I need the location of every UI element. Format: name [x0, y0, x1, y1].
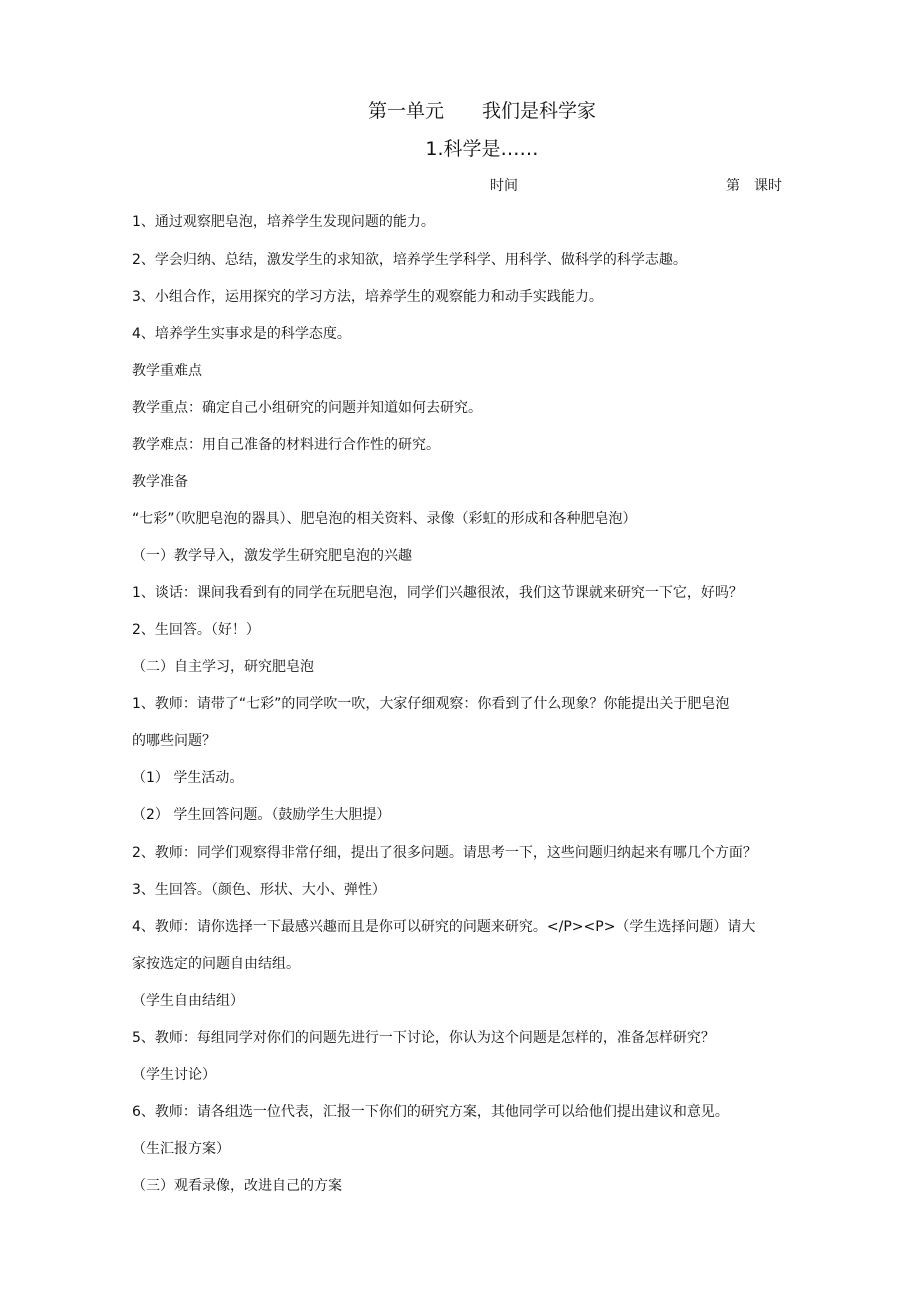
- section-heading: 教学准备: [132, 474, 188, 490]
- period-prefix: 第: [726, 178, 740, 194]
- unit-heading: [22, 97, 920, 125]
- body-line: 4、教师：请你选择一下最感兴趣而且是你可以研究的问题来研究。</P><P>（学生选择问题）请大: [132, 919, 756, 935]
- body-line: 1、通过观察肥皂泡，培养学生发现问题的能力。: [132, 214, 435, 230]
- body-line: （学生自由结组）: [132, 993, 244, 1009]
- time-label: 时间: [490, 178, 518, 194]
- body-line: 家按选定的问题自由结组。: [132, 956, 300, 972]
- body-line: （生汇报方案）: [132, 1141, 230, 1157]
- body-line: （2） 学生回答问题。（鼓励学生大胆提）: [132, 807, 391, 823]
- body-line: 2、学会归纳、总结，激发学生的求知欲，培养学生学科学、用科学、做科学的科学志趣。: [132, 252, 687, 268]
- body-line: 的哪些问题？: [132, 733, 216, 749]
- period-label: [726, 176, 782, 196]
- section-heading: 教学重难点: [132, 363, 202, 379]
- unit-title: 我们是科学家: [482, 100, 597, 122]
- unit-number: 第一单元: [367, 100, 444, 122]
- body-line: 4、培养学生实事求是的科学态度。: [132, 326, 351, 342]
- body-line: 教学难点：用自己准备的材料进行合作性的研究。: [132, 437, 440, 453]
- body-line: （学生讨论）: [132, 1067, 216, 1083]
- body-line: 2、教师：同学们观察得非常仔细，提出了很多问题。请思考一下，这些问题归纳起来有哪几个方面？: [132, 845, 757, 861]
- section-heading: （二）自主学习，研究肥皂泡: [132, 659, 314, 675]
- body-line: 5、教师：每组同学对你们的问题先进行一下讨论，你认为这个问题是怎样的，准备怎样研究？: [132, 1030, 715, 1046]
- section-heading: （三）观看录像，改进自己的方案: [132, 1178, 342, 1194]
- period-suffix: 课时: [754, 178, 782, 194]
- body-line: 3、小组合作，运用探究的学习方法，培养学生的观察能力和动手实践能力。: [132, 289, 603, 305]
- body-line: （1） 学生活动。: [132, 770, 244, 786]
- lesson-title: 1.科学是……: [425, 138, 539, 160]
- body-line: 3、生回答。（颜色、形状、大小、弹性）: [132, 882, 386, 898]
- body-line: 2、生回答。（好！）: [132, 622, 260, 638]
- body-line: 1、教师：请带了“七彩”的同学吹一吹，大家仔细观察：你看到了什么现象？你能提出关于肥皂泡: [132, 696, 730, 712]
- body-line: “七彩”（吹肥皂泡的器具）、肥皂泡的相关资料、录像（彩虹的形成和各种肥皂泡）: [132, 511, 637, 527]
- body-line: 1、谈话：课间我看到有的同学在玩肥皂泡，同学们兴趣很浓，我们这节课就来研究一下它，好吗？: [132, 585, 743, 601]
- body-line: 教学重点：确定自己小组研究的问题并知道如何去研究。: [132, 400, 482, 416]
- section-heading: （一）教学导入，激发学生研究肥皂泡的兴趣: [132, 548, 412, 564]
- body-line: 6、教师：请各组选一位代表，汇报一下你们的研究方案，其他同学可以给他们提出建议和意见。: [132, 1104, 729, 1120]
